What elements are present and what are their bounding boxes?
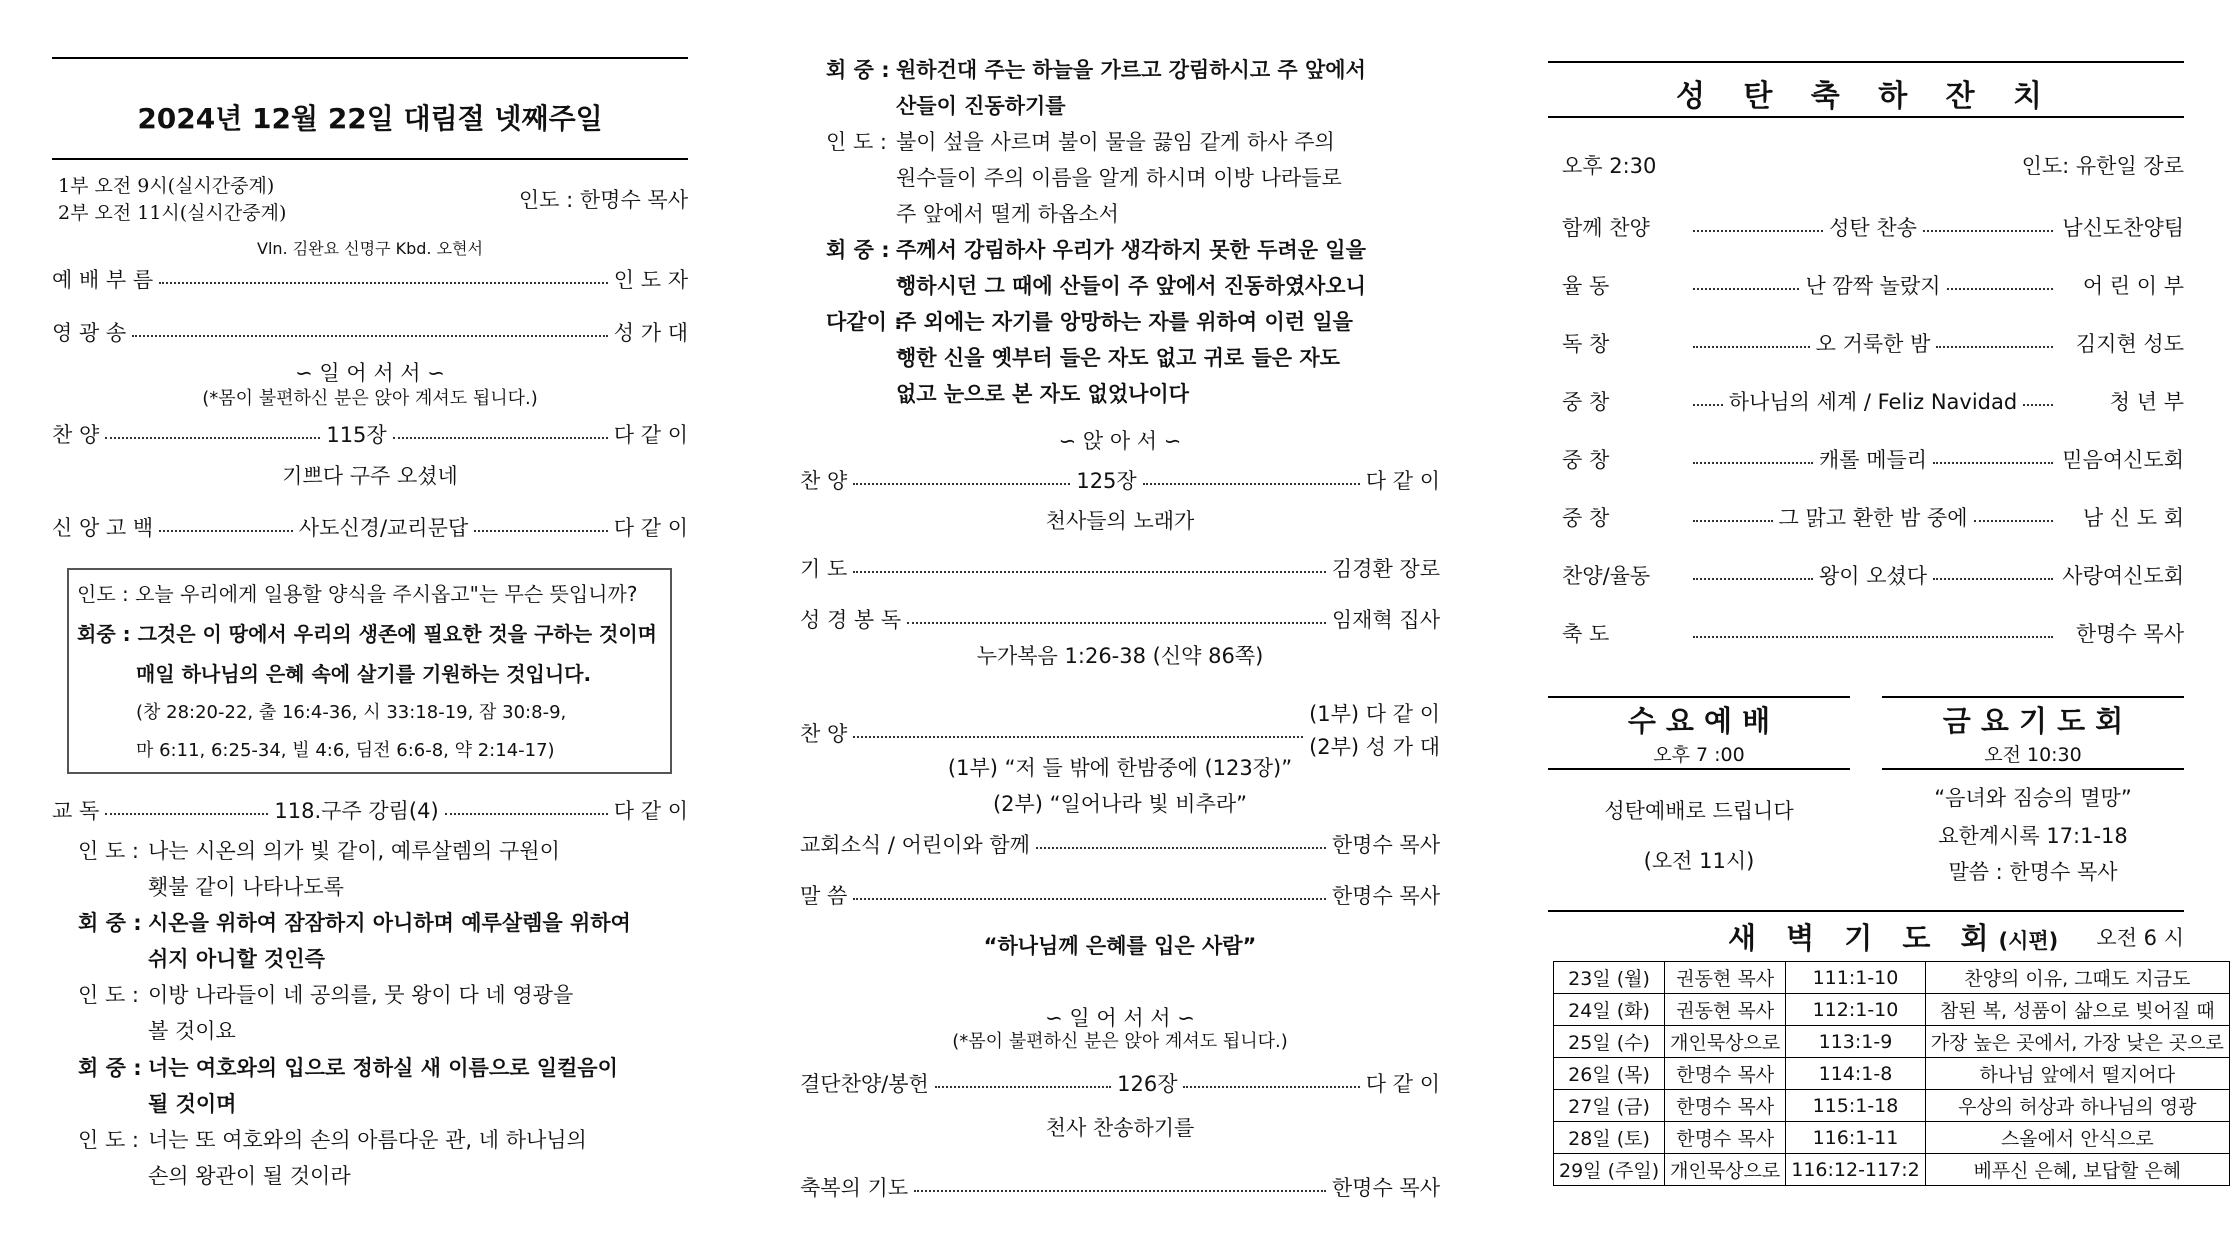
dawn-date: 23일 (월) xyxy=(1554,962,1665,994)
program-item xyxy=(1562,212,2184,242)
hymn-number: 115장 xyxy=(326,423,387,447)
leader-dots xyxy=(393,437,608,439)
program-performer: 사랑여신도회 xyxy=(2062,564,2185,588)
leader-dots xyxy=(853,483,1070,485)
leader-dots xyxy=(105,437,320,439)
leader-dots xyxy=(853,736,1303,738)
responsive-3 xyxy=(78,977,573,1049)
dawn-date: 24일 (화) xyxy=(1554,994,1665,1026)
dawn-date: 28일 (토) xyxy=(1554,1122,1665,1154)
responsive-8 xyxy=(826,232,1366,304)
sermon-title: “하나님께 은혜를 입은 사람” xyxy=(983,934,1257,958)
dawn-passage: 113:1-9 xyxy=(1786,1026,1925,1058)
question-label: 인도 : xyxy=(77,582,129,606)
speaker: 회 중 : xyxy=(826,58,890,82)
program-performer: 김지현 성도 xyxy=(2075,332,2184,356)
fri-title-rule xyxy=(1882,768,2184,770)
question-text: 오늘 우리에게 일용할 양식을 주시옵고"는 무슨 뜻입니까? xyxy=(135,582,638,606)
table-row xyxy=(1554,1154,2230,1186)
line: 나는 시온의 의가 빛 같이, 예루살렘의 구원이 xyxy=(148,839,560,863)
line: 원수들이 주의 이름을 알게 하시며 이방 나라들로 xyxy=(896,166,1342,190)
order-item: 기 도 xyxy=(800,557,848,581)
musicians: Vln. 김완요 신명구 Kbd. 오현서 xyxy=(257,239,483,258)
order-item: 영 광 송 xyxy=(52,321,127,345)
leader-dots xyxy=(1974,520,2054,522)
fri-title: 금 요 기 도 회 xyxy=(1942,704,2124,738)
catechism-question xyxy=(77,578,637,607)
service-time-2: 2부 오전 11시(실시간중계) xyxy=(58,202,287,224)
dawn-topic: 하나님 앞에서 떨지어다 xyxy=(1925,1058,2229,1090)
dawn-preacher: 개인묵상으로 xyxy=(1665,1154,1786,1186)
offering-hymn-title: 천사 찬송하기를 xyxy=(1045,1116,1195,1140)
speaker: 회 중 : xyxy=(78,1056,142,1080)
leader-dots xyxy=(1693,346,1810,348)
program-performer: 믿음여신도회 xyxy=(2062,448,2185,472)
celebration-time: 오후 2:30 xyxy=(1562,154,1657,178)
leader-dots xyxy=(1693,404,1723,406)
creed-text: 사도신경/교리문답 xyxy=(298,516,469,540)
leader-dots xyxy=(1936,346,2053,348)
right-column xyxy=(1548,0,2224,1234)
dawn-preacher: 한명수 목사 xyxy=(1665,1122,1786,1154)
dawn-passage: 111:1-10 xyxy=(1786,962,1925,994)
order-item: 신 앙 고 백 xyxy=(52,516,154,540)
dawn-title-suffix: (시편) xyxy=(1998,929,2059,953)
scripture-reference: 누가복음 1:26-38 (신약 86쪽) xyxy=(976,644,1264,668)
wed-title-rule xyxy=(1548,768,1850,770)
line: 시온을 위하여 잠잠하지 아니하며 예루살렘을 위하여 xyxy=(148,911,631,935)
program-type: 함께 찬양 xyxy=(1562,216,1650,240)
leader-dots xyxy=(2023,404,2053,406)
sit-instruction: ∽ 앉 아 서 ∽ xyxy=(1058,429,1182,453)
line: 불이 섶을 사르며 불이 물을 끓임 같게 하사 주의 xyxy=(896,130,1335,154)
celebration-title: 성 탄 축 하 잔 치 xyxy=(1675,79,2057,114)
table-row xyxy=(1554,1026,2230,1058)
leader-dots xyxy=(1933,462,2053,464)
order-call-to-worship xyxy=(52,264,688,294)
leader-dots xyxy=(1693,230,1823,232)
dawn-topic: 참된 복, 성품이 삶으로 빚어질 때 xyxy=(1925,994,2229,1026)
line: 행한 신을 옛부터 들은 자도 없고 귀로 들은 자도 xyxy=(896,346,1340,370)
dawn-topic: 찬양의 이유, 그때도 지금도 xyxy=(1925,962,2229,994)
service-time-1: 1부 오전 9시(실시간중계) xyxy=(58,175,275,197)
table-row xyxy=(1554,1090,2230,1122)
line: 주께서 강림하사 우리가 생각하지 못한 두려운 일을 xyxy=(896,238,1366,262)
speaker: 인 도 : xyxy=(78,983,139,1007)
top-rule xyxy=(1548,61,2184,63)
order-item: 교 독 xyxy=(52,799,100,823)
order-who: 다 같 이 xyxy=(613,423,688,447)
program-type: 중 창 xyxy=(1562,448,1610,472)
dawn-topic: 우상의 허상과 하나님의 영광 xyxy=(1925,1090,2229,1122)
program-type: 율 동 xyxy=(1562,274,1610,298)
program-item xyxy=(1562,502,2184,532)
wed-title: 수 요 예 배 xyxy=(1627,704,1771,738)
dawn-title xyxy=(1728,916,2058,957)
hymn-title-2: 천사들의 노래가 xyxy=(1045,509,1195,533)
leader-dots xyxy=(1693,520,1773,522)
order-scripture xyxy=(800,604,1440,634)
anthem-who-2: (2부) 성 가 대 xyxy=(1309,735,1440,759)
order-who: 성 가 대 xyxy=(613,321,688,345)
leader-dots xyxy=(445,813,608,815)
program-title: 성탄 찬송 xyxy=(1829,216,1917,240)
order-item: 교회소식 / 어린이와 함께 xyxy=(800,833,1030,857)
fri-line-3: 말씀 : 한명수 목사 xyxy=(1948,860,2118,884)
order-who: 인 도 자 xyxy=(613,268,688,292)
leader-dots xyxy=(1693,288,1799,290)
program-title: 캐롤 메들리 xyxy=(1818,448,1928,472)
table-row xyxy=(1554,1122,2230,1154)
speaker: 회 중 : xyxy=(78,911,142,935)
order-item: 찬 양 xyxy=(52,423,100,447)
program-performer: 청 년 부 xyxy=(2109,390,2184,414)
line: 될 것이며 xyxy=(148,1092,237,1116)
dawn-passage: 116:12-117:2 xyxy=(1786,1154,1925,1186)
dawn-topic: 가장 높은 곳에서, 가장 낮은 곳으로 xyxy=(1925,1026,2229,1058)
order-news xyxy=(800,829,1440,859)
order-item: 말 씀 xyxy=(800,884,848,908)
program-performer: 어 린 이 부 xyxy=(2082,274,2185,298)
order-item: 찬 양 xyxy=(800,469,848,493)
program-title: 그 맑고 환한 밤 중에 xyxy=(1778,506,1968,530)
hymn-number: 126장 xyxy=(1117,1072,1178,1096)
order-prayer xyxy=(800,553,1440,583)
leader-dots xyxy=(853,898,1326,900)
order-who: 다 같 이 xyxy=(1365,1072,1441,1096)
line: 손의 왕관이 될 것이라 xyxy=(148,1164,351,1188)
program-title: 왕이 오셨다 xyxy=(1818,564,1928,588)
wed-line-2: (오전 11시) xyxy=(1643,849,1755,873)
table-row xyxy=(1554,1058,2230,1090)
program-type: 독 창 xyxy=(1562,332,1610,356)
anthem-who-1: (1부) 다 같 이 xyxy=(1309,702,1440,726)
speaker: 인 도 : xyxy=(78,839,139,863)
order-who: 한명수 목사 xyxy=(1331,884,1440,908)
order-hymn xyxy=(52,419,688,449)
leader-dots xyxy=(907,622,1326,624)
bulletin-title: 2024년 12월 22일 대림절 넷째주일 xyxy=(137,102,603,135)
leader-dots xyxy=(159,530,293,532)
fri-top-rule xyxy=(1882,696,2184,698)
line: 행하시던 그 때에 산들이 주 앞에서 진동하였사오니 xyxy=(896,274,1366,298)
leader-dots xyxy=(1693,636,2053,638)
speaker: 인 도 : xyxy=(826,130,887,154)
service-leader: 인도 : 한명수 목사 xyxy=(518,188,688,212)
wed-line-1: 성탄예배로 드립니다 xyxy=(1604,799,1794,823)
dawn-date: 27일 (금) xyxy=(1554,1090,1665,1122)
leader-dots xyxy=(1036,847,1326,849)
responsive-9 xyxy=(826,304,1353,412)
fri-line-1: “음녀와 짐승의 멸망” xyxy=(1934,786,2132,810)
line: 주 외에는 자기를 앙망하는 자를 위하여 이런 일을 xyxy=(896,310,1353,334)
line: 산들이 진동하기를 xyxy=(896,94,1066,118)
dawn-date: 26일 (목) xyxy=(1554,1058,1665,1090)
speaker: 다같이 : xyxy=(826,310,903,334)
title-rule xyxy=(52,158,688,160)
stand-note-2: (*몸이 불편하신 분은 앉아 계셔도 됩니다.) xyxy=(952,1031,1288,1052)
order-who: 다 같 이 xyxy=(1365,469,1440,493)
dawn-passage: 114:1-8 xyxy=(1786,1058,1925,1090)
catechism-ref-2: 마 6:11, 6:25-34, 빌 4:6, 딤전 6:6-8, 약 2:14-17) xyxy=(136,740,555,761)
program-item xyxy=(1562,386,2184,416)
program-item xyxy=(1562,328,2184,358)
line: 주 앞에서 떨게 하옵소서 xyxy=(896,202,1119,226)
dawn-passage: 116:1-11 xyxy=(1786,1122,1925,1154)
order-responsive-reading xyxy=(52,795,688,825)
program-performer: 남 신 도 회 xyxy=(2082,506,2184,530)
order-item: 축복의 기도 xyxy=(800,1176,909,1200)
responsive-1 xyxy=(78,833,560,905)
program-performer: 한명수 목사 xyxy=(2075,622,2184,646)
wed-time: 오후 7 :00 xyxy=(1653,744,1745,766)
reading-title: 118.구주 강림(4) xyxy=(274,799,439,823)
order-creed xyxy=(52,512,688,542)
left-column xyxy=(52,0,688,1234)
leader-dots xyxy=(474,530,608,532)
leader-dots xyxy=(1693,462,1813,464)
line: 원하건대 주는 하늘을 가르고 강림하시고 주 앞에서 xyxy=(896,58,1366,82)
dawn-date: 25일 (수) xyxy=(1554,1026,1665,1058)
catechism-box xyxy=(67,568,672,774)
program-item xyxy=(1562,270,2184,300)
line: 쉬지 아니할 것인즉 xyxy=(148,947,325,971)
leader-dots xyxy=(105,813,268,815)
line: 이방 나라들이 네 공의를, 뭇 왕이 다 네 영광을 xyxy=(148,983,574,1007)
answer-text-1: 그것은 이 땅에서 우리의 생존에 필요한 것을 구하는 것이며 xyxy=(137,622,657,646)
dawn-title-text: 새 벽 기 도 회 xyxy=(1728,921,1999,955)
dawn-passage: 112:1-10 xyxy=(1786,994,1925,1026)
program-item xyxy=(1562,444,2184,474)
dawn-preacher: 권동현 목사 xyxy=(1665,994,1786,1026)
order-who: 한명수 목사 xyxy=(1331,1176,1440,1200)
program-item xyxy=(1562,560,2184,590)
responsive-6 xyxy=(826,52,1366,124)
order-who: 다 같 이 xyxy=(613,516,689,540)
order-offering xyxy=(800,1068,1440,1098)
dawn-preacher: 한명수 목사 xyxy=(1665,1090,1786,1122)
program-type: 중 창 xyxy=(1562,506,1610,530)
leader-dots xyxy=(132,335,608,337)
dawn-preacher: 개인묵상으로 xyxy=(1665,1026,1786,1058)
leader-dots xyxy=(1143,483,1360,485)
order-who: 김경환 장로 xyxy=(1331,557,1440,581)
top-rule xyxy=(52,57,688,59)
program-title: 난 깜짝 놀랐지 xyxy=(1805,274,1941,298)
catechism-answer-2: 매일 하나님의 은혜 속에 살기를 기원하는 것입니다. xyxy=(136,662,592,686)
leader-dots xyxy=(159,282,608,284)
order-benediction xyxy=(800,1172,1440,1202)
dawn-topic: 스올에서 안식으로 xyxy=(1925,1122,2229,1154)
leader-dots xyxy=(1693,578,1813,580)
hymn-number: 125장 xyxy=(1076,469,1137,493)
hymn-title: 기쁘다 구주 오셨네 xyxy=(282,464,458,488)
fri-time: 오전 10:30 xyxy=(1984,744,2082,766)
leader-dots xyxy=(853,571,1326,573)
order-item: 성 경 봉 독 xyxy=(800,608,902,632)
celebration-leader: 인도: 유한일 장로 xyxy=(2021,154,2184,178)
stand-instruction-2: ∽ 일 어 서 서 ∽ xyxy=(1045,1006,1195,1030)
wed-top-rule xyxy=(1548,696,1850,698)
responsive-7 xyxy=(826,124,1342,232)
dawn-preacher: 한명수 목사 xyxy=(1665,1058,1786,1090)
leader-dots xyxy=(1947,288,2053,290)
order-item: 결단찬양/봉헌 xyxy=(800,1072,929,1096)
order-who: 다 같 이 xyxy=(613,799,689,823)
leader-dots xyxy=(935,1086,1111,1088)
line: 없고 눈으로 본 자도 없었나이다 xyxy=(896,382,1189,406)
dawn-schedule-table xyxy=(1553,961,2230,1186)
order-item: 예 배 부 름 xyxy=(52,268,154,292)
line: 너는 또 여호와의 손의 아름다운 관, 네 하나님의 xyxy=(148,1128,587,1152)
leader-dots xyxy=(1923,230,2053,232)
program-performer: 남신도찬양팀 xyxy=(2062,216,2185,240)
order-item: 찬 양 xyxy=(800,722,848,746)
speaker: 인 도 : xyxy=(78,1128,139,1152)
stand-note: (*몸이 불편하신 분은 앉아 계셔도 됩니다.) xyxy=(202,388,538,409)
program-title: 오 거룩한 밤 xyxy=(1815,332,1931,356)
anthem-title-2: (2부) “일어나라 빛 비추라” xyxy=(992,792,1248,816)
responsive-5 xyxy=(78,1122,587,1194)
catechism-ref-1: (창 28:20-22, 출 16:4-36, 시 33:18-19, 잠 30:8-9, xyxy=(136,702,567,723)
stand-instruction: ∽ 일 어 서 서 ∽ xyxy=(295,361,445,385)
leader-dots xyxy=(1933,578,2053,580)
middle-column xyxy=(800,0,1440,1234)
fri-line-2: 요한계시록 17:1-18 xyxy=(1938,824,2128,848)
dawn-date: 29일 (주일) xyxy=(1554,1154,1665,1186)
order-who: 임재혁 집사 xyxy=(1331,608,1440,632)
leader-dots xyxy=(1183,1086,1359,1088)
order-who: 한명수 목사 xyxy=(1331,833,1440,857)
program-type: 축 도 xyxy=(1562,622,1610,646)
responsive-4 xyxy=(78,1050,618,1122)
answer-label: 회중 : xyxy=(77,622,131,646)
table-row xyxy=(1554,962,2230,994)
anthem-title-1: (1부) “저 들 밖에 한밤중에 (123장)” xyxy=(947,756,1293,780)
title-rule xyxy=(1548,116,2184,118)
line: 볼 것이요 xyxy=(148,1019,236,1043)
responsive-2 xyxy=(78,905,631,977)
table-row xyxy=(1554,994,2230,1026)
dawn-time: 오전 6 시 xyxy=(2096,926,2184,950)
catechism-answer-1 xyxy=(77,618,657,647)
order-hymn-2 xyxy=(800,465,1440,495)
dawn-topic: 베푸신 은혜, 보답할 은혜 xyxy=(1925,1154,2229,1186)
speaker: 회 중 : xyxy=(826,238,890,262)
program-type: 중 창 xyxy=(1562,390,1610,414)
dawn-top-rule xyxy=(1548,910,2184,912)
order-sermon xyxy=(800,880,1440,910)
dawn-preacher: 권동현 목사 xyxy=(1665,962,1786,994)
program-title: 하나님의 세계 / Feliz Navidad xyxy=(1728,390,2018,414)
dawn-passage: 115:1-18 xyxy=(1786,1090,1925,1122)
line: 너는 여호와의 입으로 정하실 새 이름으로 일컬음이 xyxy=(148,1056,618,1080)
program-type: 찬양/율동 xyxy=(1562,564,1651,588)
program-item xyxy=(1562,618,2184,648)
order-gloria xyxy=(52,317,688,347)
line: 횃불 같이 나타나도록 xyxy=(148,875,344,899)
leader-dots xyxy=(914,1190,1326,1192)
